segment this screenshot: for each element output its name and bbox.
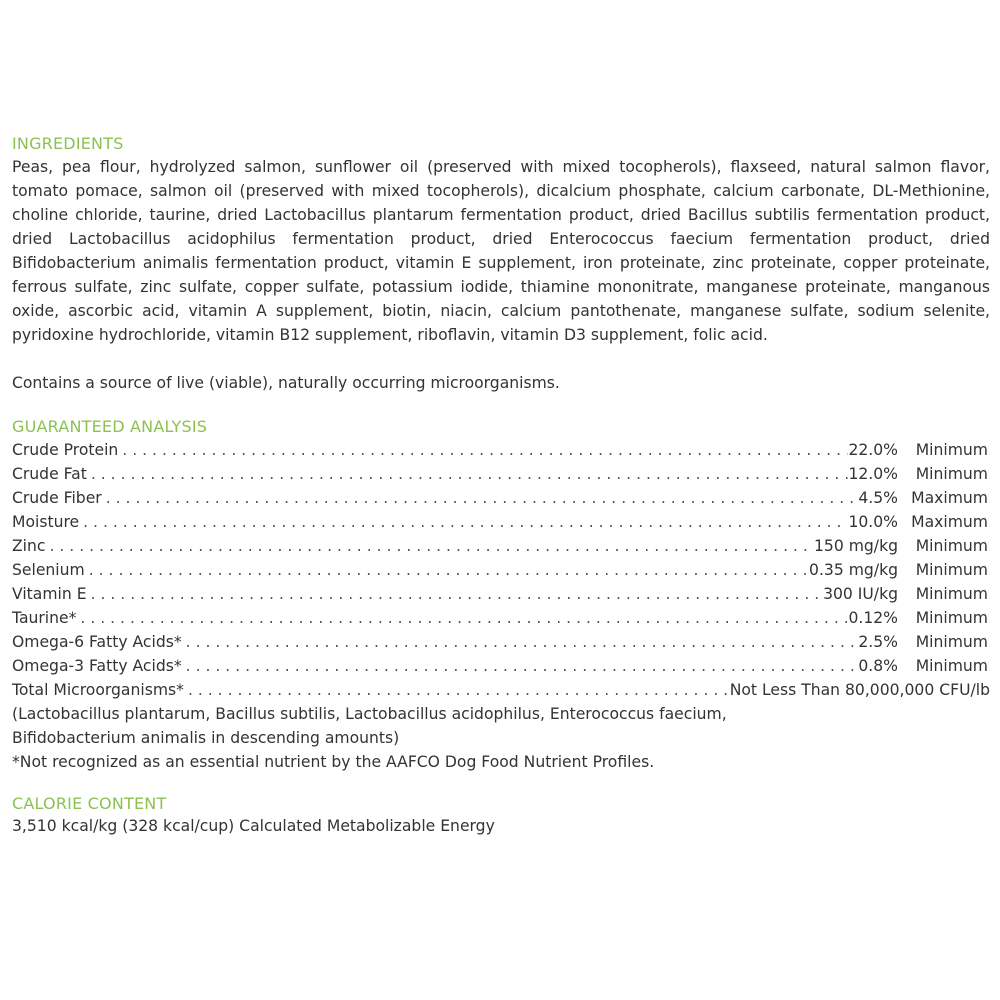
species-list-line-2: Bifidobacterium animalis in descending amounts): [12, 729, 400, 747]
ga-row-crude-fiber: [12, 486, 990, 510]
ga-nutrient-value: Not Less Than 80,000,000 CFU/lb: [729, 681, 990, 699]
ga-dot-leader: [182, 654, 859, 678]
ga-row-omega-6: [12, 630, 990, 654]
ga-nutrient-type: Minimum: [915, 657, 988, 675]
ga-row-total-microorganisms: [12, 678, 990, 702]
ga-nutrient-value: 300 IU/kg: [823, 585, 898, 603]
ga-nutrient-value: 10.0%: [848, 513, 898, 531]
ga-dot-leader: [79, 510, 848, 534]
ga-nutrient-type: Minimum: [915, 441, 988, 459]
ga-nutrient-name: Total Microorganisms*: [12, 681, 184, 699]
ga-nutrient-value: 0.8%: [858, 657, 898, 675]
ga-dot-leader: [87, 462, 849, 486]
ga-dot-leader: [85, 558, 809, 582]
guaranteed-analysis-table: [12, 438, 990, 774]
ga-dot-leader: [184, 678, 730, 702]
ga-nutrient-value: 150 mg/kg: [814, 537, 898, 555]
ga-dot-leader: [118, 438, 848, 462]
aafco-footnote: *Not recognized as an essential nutrient by the AAFCO Dog Food Nutrient Profiles.: [12, 753, 655, 771]
ga-nutrient-name: Moisture: [12, 513, 80, 531]
ga-nutrient-name: Crude Protein: [12, 441, 119, 459]
ga-row-taurine: [12, 606, 990, 630]
ga-nutrient-value: 2.5%: [858, 633, 898, 651]
ga-dot-leader: [182, 630, 859, 654]
ga-nutrient-type: Maximum: [911, 513, 988, 531]
ga-nutrient-name: Taurine*: [12, 609, 77, 627]
ingredients-list: Peas, pea flour, hydrolyzed salmon, sunflower oil (preserved with mixed tocopherols), flaxseed, natural salmon flavor, tomato pomace, salmon oil (preserved with mixed tocopherols), dicalcium phosphate, calcium carbonate, DL-Methionine, choline chloride, taurine, dried Lactobacillus plantarum fermentation product, dried Bacillus subtilis fermentation product, dried Lactobacillus acidophilus fermentation product, dried Enterococcus faecium fermentation product, dried Bifidobacterium animalis fermentation product, vitamin E supplement, iron proteinate, zinc proteinate, copper proteinate, ferrous sulfate, zinc sulfate, copper sulfate, potassium iodide, thiamine mononitrate, manganese proteinate, manganous oxide, ascorbic acid, vitamin A supplement, biotin, niacin, calcium pantothenate, manganese sulfate, sodium selenite, pyridoxine hydrochloride, vitamin B12 supplement, riboflavin, vitamin D3 supplement, folic acid.: [12, 158, 990, 344]
ga-nutrient-type: Minimum: [915, 585, 988, 603]
ga-nutrient-name: Vitamin E: [12, 585, 87, 603]
ga-nutrient-name: Crude Fiber: [12, 489, 102, 507]
species-list-line-1: (Lactobacillus plantarum, Bacillus subtilis, Lactobacillus acidophilus, Enterococcus faecium,: [12, 705, 727, 723]
ga-nutrient-value: 4.5%: [858, 489, 898, 507]
ga-nutrient-type: Minimum: [915, 633, 988, 651]
nutrition-label: [12, 134, 990, 838]
ga-dot-leader: [45, 534, 814, 558]
ga-row-moisture: [12, 510, 990, 534]
ga-nutrient-name: Zinc: [12, 537, 46, 555]
calorie-content-heading: CALORIE CONTENT: [12, 794, 167, 813]
ga-nutrient-type: Minimum: [915, 537, 988, 555]
calorie-content-text: 3,510 kcal/kg (328 kcal/cup) Calculated Metabolizable Energy: [12, 817, 495, 835]
ga-dot-leader: [87, 582, 824, 606]
ga-nutrient-value: 0.35 mg/kg: [809, 561, 898, 579]
ga-row-selenium: [12, 558, 990, 582]
ga-dot-leader: [102, 486, 859, 510]
ga-nutrient-name: Crude Fat: [12, 465, 87, 483]
ga-row-crude-protein: [12, 438, 990, 462]
microorganisms-note: Contains a source of live (viable), naturally occurring microorganisms.: [12, 374, 560, 392]
ga-nutrient-type: Minimum: [915, 561, 988, 579]
ga-nutrient-type: Minimum: [915, 465, 988, 483]
ga-row-crude-fat: [12, 462, 990, 486]
ga-nutrient-name: Omega-6 Fatty Acids*: [12, 633, 182, 651]
ga-dot-leader: [76, 606, 848, 630]
ga-nutrient-name: Omega-3 Fatty Acids*: [12, 657, 182, 675]
ga-nutrient-value: 12.0%: [848, 465, 898, 483]
ga-nutrient-type: Maximum: [911, 489, 988, 507]
ga-row-zinc: [12, 534, 990, 558]
ga-row-vitamin-e: [12, 582, 990, 606]
ga-row-omega-3: [12, 654, 990, 678]
ingredients-heading: INGREDIENTS: [12, 134, 124, 153]
guaranteed-analysis-heading: GUARANTEED ANALYSIS: [12, 417, 208, 436]
ga-nutrient-value: 0.12%: [848, 609, 898, 627]
ga-nutrient-name: Selenium: [12, 561, 85, 579]
ga-nutrient-type: Minimum: [915, 609, 988, 627]
ga-nutrient-value: 22.0%: [848, 441, 898, 459]
